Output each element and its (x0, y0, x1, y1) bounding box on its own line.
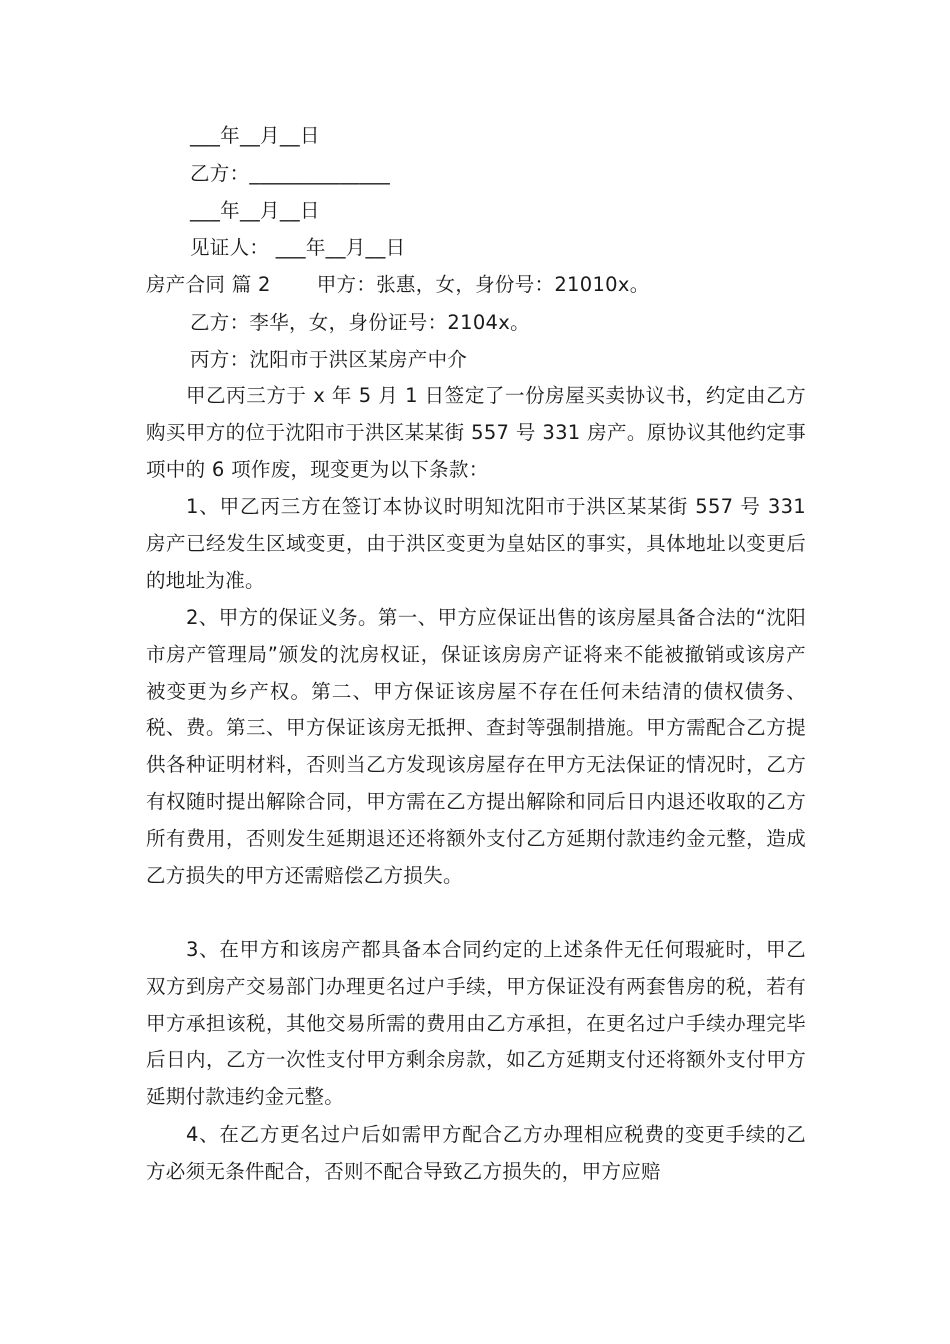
clause-3-paragraph: 3、在甲方和该房产都具备本合同约定的上述条件无任何瑕疵时，甲乙双方到房产交易部门办理更名过户手续，甲方保证没有两套售房的税，若有甲方承担该税，其他交易所需的费用由乙方承担，在更名过户手续办理完毕后日内，乙方一次性支付甲方剩余房款，如乙方延期支付还将额外支付甲方延期付款违约金元整。 (146, 938, 806, 1109)
section-heading-row (146, 267, 650, 303)
party-b-info: 乙方：李华，女，身份证号：2104x。 (190, 311, 530, 334)
witness-line: 见证人： ___年__月__日 (190, 236, 406, 259)
clause-4-paragraph: 4、在乙方更名过户后如需甲方配合乙方办理相应税费的变更手续的乙方必须无条件配合，否则不配合导致乙方损失的，甲方应赔 (146, 1123, 806, 1183)
clause-2-paragraph: 2、甲方的保证义务。第一、甲方应保证出售的该房屋具备合法的“沈阳市房产管理局”颁发的沈房权证，保证该房房产证将来不能被撤销或该房产被变更为乡产权。第二、甲方保证该房屋不存在任何未结清的债权债务、税、费。第三、甲方保证该房无抵押、查封等强制措施。甲方需配合乙方提供各种证明材料，否则当乙方发现该房屋存在甲方无法保证的情况时，乙方有权随时提出解除合同，甲方需在乙方提出解除和同后日内退还收取的乙方所有费用，否则发生延期退还还将额外支付乙方延期付款违约金元整，造成乙方损失的甲方还需赔偿乙方损失。 (146, 606, 806, 887)
intro-paragraph: 甲乙丙三方于 x 年 5 月 1 日签定了一份房屋买卖协议书，约定由乙方购买甲方的位于沈阳市于洪区某某街 557 号 331 房产。原协议其他约定事项中的 6 项作废，现变更为以下条款： (146, 384, 806, 481)
party-b-signature-line: 乙方：______________ (190, 162, 391, 185)
clause-1-paragraph: 1、甲乙丙三方在签订本协议时明知沈阳市于洪区某某街 557 号 331 房产已经发生区域变更，由于洪区变更为皇姑区的事实，具体地址以变更后的地址为准。 (146, 495, 806, 592)
date-line-1: ___年__月__日 (190, 124, 320, 147)
party-c-info: 丙方：沈阳市于洪区某房产中介 (190, 348, 468, 371)
section-heading: 房产合同 篇 2 (146, 273, 271, 296)
date-line-2: ___年__月__日 (190, 199, 320, 222)
party-a-info: 甲方：张惠，女，身份号：21010x。 (316, 273, 650, 296)
